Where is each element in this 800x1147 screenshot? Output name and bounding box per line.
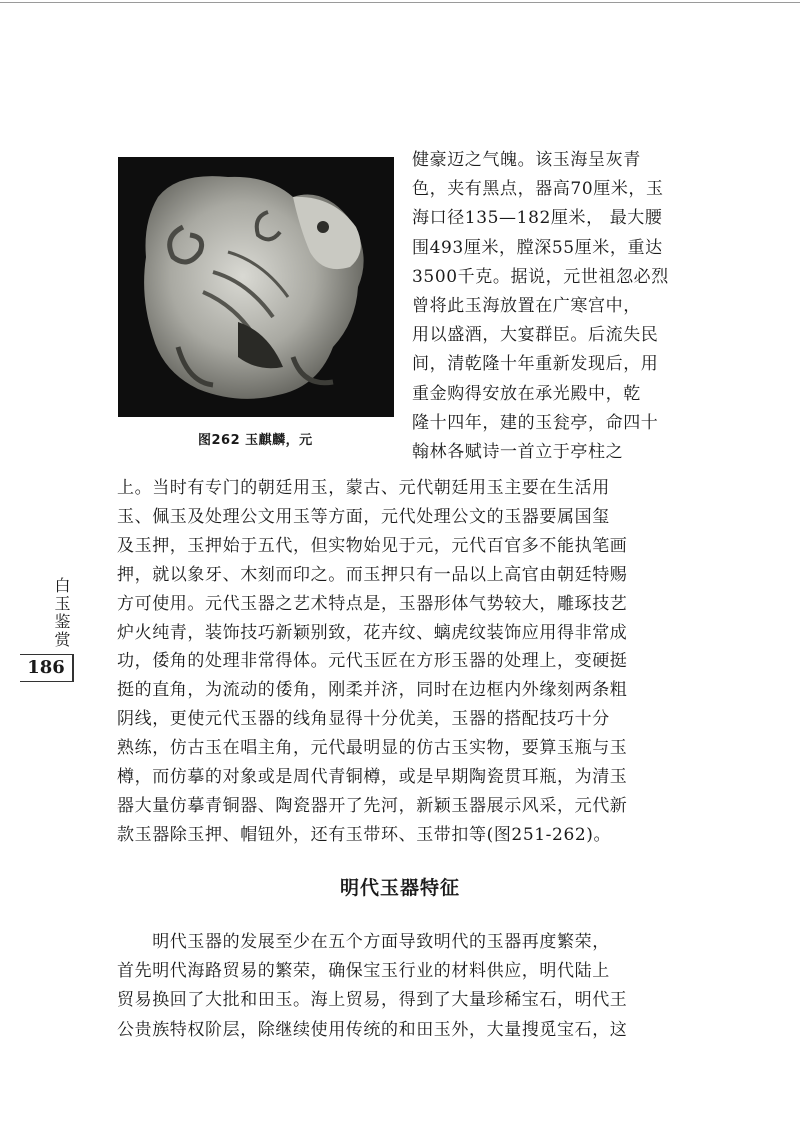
text-line: 阴线，更使元代玉器的线角显得十分优美，玉器的搭配技巧十分 [117,709,610,730]
side-label: 白玉鉴赏 [52,577,71,649]
text-line: 方可使用。元代玉器之艺术特点是，玉器形体气势较大，雕琢技艺 [117,593,628,614]
text-line: 押，就以象牙、木刻而印之。而玉押只有一品以上高官由朝廷特赐 [117,564,628,585]
text-line: 曾将此玉海放置在广寒宫中， [412,296,641,316]
text-line: 及玉押，玉押始于五代，但实物始见于元，元代百官多不能执笔画 [117,535,628,556]
page-number: 186 [20,654,74,682]
text-line: 明代玉器的发展至少在五个方面导致明代的玉器再度繁荣， [117,932,610,952]
section-heading: 明代玉器特征 [339,877,460,899]
text-line: 首先明代海路贸易的繁荣，确保宝玉行业的材料供应，明代陆上 [117,961,610,982]
text-line: 炉火纯青，装饰技巧新颖别致，花卉纹、螭虎纹装饰应用得非常成 [117,622,628,643]
text-line: 翰林各赋诗一首立于亭柱之 [412,442,624,462]
text-line: 重金购得安放在承光殿中，乾 [412,383,641,404]
jade-qilin-photo [118,157,394,417]
text-line: 3500千克。据说，元世祖忽必烈 [412,266,669,287]
text-line: 樽，而仿摹的对象或是周代青铜樽，或是早期陶瓷贯耳瓶，为清玉 [117,767,628,787]
text-line: 玉、佩玉及处理公文用玉等方面，元代处理公文的玉器要属国玺 [117,506,610,527]
jade-qilin-image [118,157,394,417]
text-line: 用以盛酒，大宴群臣。后流失民 [412,325,659,346]
text-line: 上。当时有专门的朝廷用玉，蒙古、元代朝廷用玉主要在生活用 [117,478,610,498]
text-line: 公贵族特权阶层，除继续使用传统的和田玉外，大量搜觅宝石，这 [117,1019,628,1040]
text-line: 贸易换回了大批和田玉。海上贸易，得到了大量珍稀宝石，明代王 [117,990,628,1011]
text-line: 海口径135—182厘米， 最大腰 [412,208,663,229]
text-line: 隆十四年，建的玉瓮亭，命四十 [412,412,659,433]
text-line: 健豪迈之气魄。该玉海呈灰青 [412,150,641,170]
figure-caption: 图262 玉麒麟，元 [198,433,313,448]
text-line: 围493厘米，膛深55厘米，重达 [412,237,663,258]
text-line: 色，夹有黑点，器高70厘米，玉 [412,179,664,200]
text-line: 功，倭角的处理非常得体。元代玉匠在方形玉器的处理上，变硬挺 [117,651,628,672]
text-line: 熟练，仿古玉在唱主角，元代最明显的仿古玉实物，要算玉瓶与玉 [117,738,628,759]
top-rule [0,2,800,3]
text-line: 挺的直角，为流动的倭角，刚柔并济，同时在边框内外缘刻两条粗 [117,680,628,701]
text-line: 款玉器除玉押、帽钮外，还有玉带环、玉带扣等(图251-262)。 [117,824,612,845]
text-line: 器大量仿摹青铜器、陶瓷器开了先河，新颖玉器展示风采，元代新 [117,795,628,816]
text-line: 间，清乾隆十年重新发现后，用 [412,354,659,375]
